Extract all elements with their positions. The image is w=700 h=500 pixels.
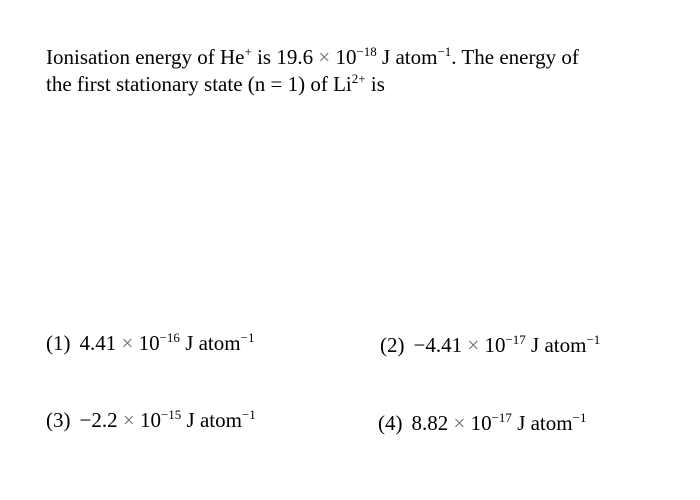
option-number: (1): [46, 331, 71, 355]
unit-j-atom: J atom: [376, 45, 438, 69]
ten-base: 10: [479, 333, 506, 357]
question-line1-end: . The energy of: [451, 45, 579, 69]
times-sign: ×: [453, 411, 466, 435]
option-4[interactable]: [378, 410, 586, 437]
question-is: is 19.6: [251, 45, 319, 69]
option-number: (2): [380, 333, 405, 357]
times-sign: ×: [318, 45, 331, 69]
he-charge-superscript: +: [244, 44, 252, 59]
option-mantissa: 8.82: [411, 411, 454, 435]
option-mantissa: −4.41: [413, 333, 468, 357]
option-unit: J atom: [179, 331, 241, 355]
question-line1-start: Ionisation energy of He: [46, 45, 245, 69]
option-1[interactable]: [46, 330, 254, 357]
option-2[interactable]: [380, 332, 600, 359]
exponent-superscript: −17: [491, 410, 512, 425]
ten-base: 10: [134, 408, 161, 432]
option-mantissa: 4.41: [79, 331, 122, 355]
exponent-superscript: −15: [160, 407, 182, 422]
ten-base: 10: [133, 331, 160, 355]
times-sign: ×: [467, 333, 480, 357]
unit-exponent-superscript: −1: [437, 44, 452, 59]
option-unit: J atom: [525, 333, 587, 357]
option-unit: J atom: [511, 411, 573, 435]
option-unit: J atom: [181, 408, 242, 432]
question-line2-start: the first stationary state (n = 1) of Li: [46, 72, 352, 96]
times-sign: ×: [122, 408, 135, 432]
unit-exponent-superscript: −1: [586, 332, 601, 347]
option-number: (4): [378, 411, 403, 435]
question-line2-end: is: [365, 72, 385, 96]
exponent-superscript: −16: [159, 330, 180, 345]
exponent-superscript: −17: [505, 332, 526, 347]
ten-base: 10: [465, 411, 492, 435]
unit-exponent-superscript: −1: [572, 410, 587, 425]
li-charge-superscript: 2+: [351, 71, 366, 86]
option-3[interactable]: [46, 407, 256, 434]
times-sign: ×: [121, 331, 134, 355]
unit-exponent-superscript: −1: [240, 330, 255, 345]
option-mantissa: −2.2: [79, 408, 123, 432]
question-text: [46, 44, 666, 98]
exponent-superscript: −18: [356, 44, 377, 59]
ten-base: 10: [330, 45, 357, 69]
option-number: (3): [46, 408, 71, 432]
unit-exponent-superscript: −1: [241, 407, 256, 422]
